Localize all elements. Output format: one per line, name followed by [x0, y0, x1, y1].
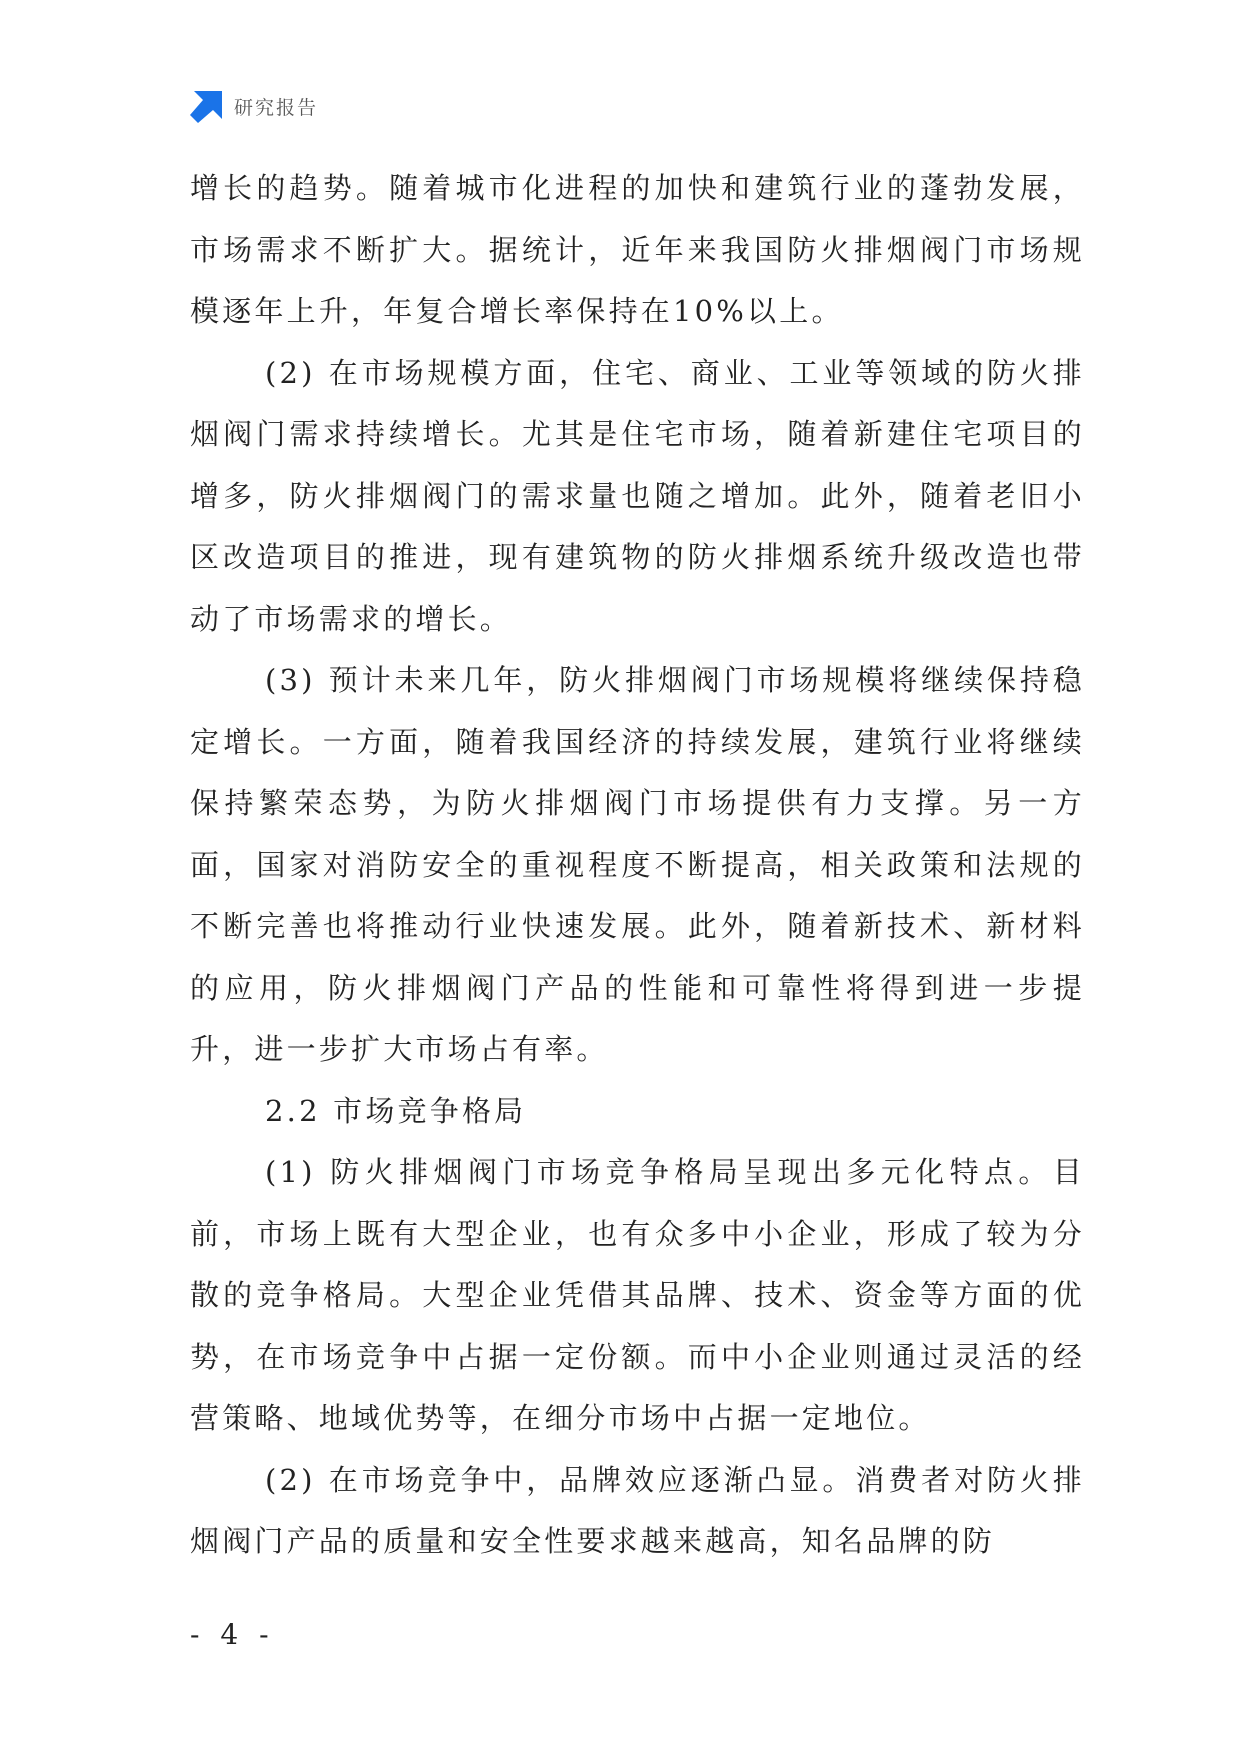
paragraph-continuation: 增长的趋势。随着城市化进程的加快和建筑行业的蓬勃发展，市场需求不断扩大。据统计，近年来我国防火排烟阀门市场规模逐年上升，年复合增长率保持在10%以上。: [190, 171, 1085, 328]
page-number: - 4 -: [190, 1618, 275, 1651]
paragraph-forecast: (3) 预计未来几年，防火排烟阀门市场规模将继续保持稳定增长。一方面，随着我国经济的持续发展，建筑行业将继续保持繁荣态势，为防火排烟阀门市场提供有力支撑。另一方面，国家对消防安全的重视程度不断提高，相关政策和法规的不断完善也将推动行业快速发展。此外，随着新技术、新材料的应用，防火排烟阀门产品的性能和可靠性将得到进一步提升，进一步扩大市场占有率。: [190, 663, 1085, 1066]
page-header: [190, 88, 318, 124]
paragraph-market-size: (2) 在市场规模方面，住宅、商业、工业等领域的防火排烟阀门需求持续增长。尤其是住宅市场，随着新建住宅项目的增多，防火排烟阀门的需求量也随之增加。此外，随着老旧小区改造项目的推进，现有建筑物的防火排烟系统升级改造也带动了市场需求的增长。: [190, 355, 1085, 636]
paragraph-brand-effect: (2) 在市场竞争中，品牌效应逐渐凸显。消费者对防火排烟阀门产品的质量和安全性要求越来越高，知名品牌的防: [190, 1462, 1085, 1558]
header-title: 研究报告: [234, 96, 319, 119]
document-body: [190, 158, 1085, 1573]
paragraph-competition-landscape: (1) 防火排烟阀门市场竞争格局呈现出多元化特点。目前，市场上既有大型企业，也有众多中小企业，形成了较为分散的竞争格局。大型企业凭借其品牌、技术、资金等方面的优势，在市场竞争中占据一定份额。而中小企业则通过灵活的经营策略、地域优势等，在细分市场中占据一定地位。: [190, 1155, 1085, 1435]
section-heading: 2.2 市场竞争格局: [265, 1093, 527, 1128]
arrow-up-right-icon: [190, 89, 224, 123]
